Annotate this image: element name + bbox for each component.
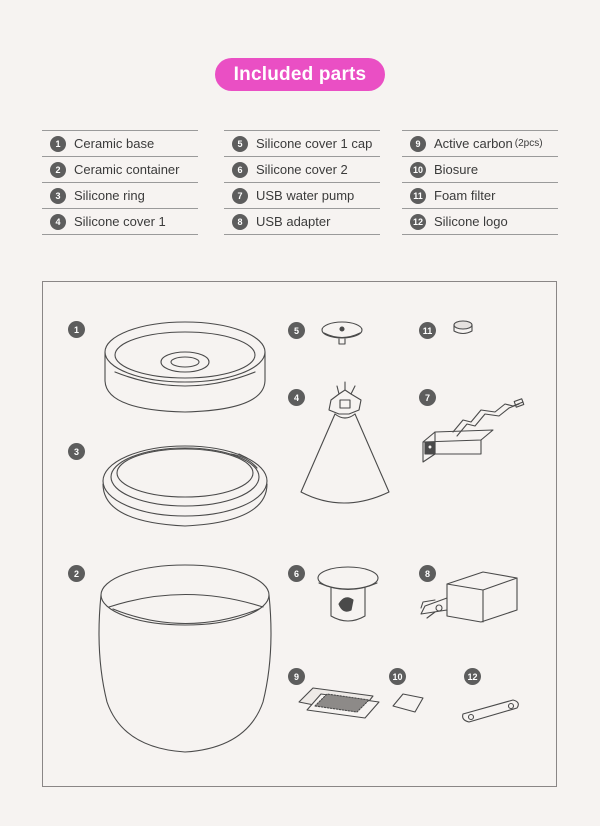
part-item bbox=[402, 130, 558, 156]
part-label: Biosure bbox=[434, 162, 479, 177]
part-item bbox=[402, 208, 558, 235]
part-label: Silicone cover 1 cap bbox=[256, 136, 373, 151]
part-item bbox=[224, 130, 380, 156]
part-item bbox=[42, 130, 198, 156]
part-label: Silicone cover 2 bbox=[256, 162, 348, 177]
part-item bbox=[42, 156, 198, 182]
silicone-logo-drawing bbox=[463, 700, 519, 722]
silicone-ring-drawing bbox=[103, 446, 267, 526]
diagram-badge: 2 bbox=[68, 565, 85, 582]
diagram-badge: 8 bbox=[419, 565, 436, 582]
parts-column-1 bbox=[42, 130, 198, 235]
part-number: 11 bbox=[410, 188, 426, 204]
usb-adapter-drawing bbox=[421, 572, 517, 622]
part-item bbox=[224, 208, 380, 235]
silicone-cap-drawing bbox=[322, 322, 362, 344]
diagram-badge: 12 bbox=[464, 668, 481, 685]
part-item bbox=[224, 182, 380, 208]
part-label: Silicone logo bbox=[434, 214, 508, 229]
part-label: Foam filter bbox=[434, 188, 496, 203]
diagram-badge: 11 bbox=[419, 322, 436, 339]
diagram-badge: 7 bbox=[419, 389, 436, 406]
parts-column-2 bbox=[224, 130, 380, 235]
parts-illustration bbox=[43, 282, 558, 788]
diagram-badge: 1 bbox=[68, 321, 85, 338]
part-number: 10 bbox=[410, 162, 426, 178]
active-carbon-drawing bbox=[299, 688, 379, 718]
part-number: 12 bbox=[410, 214, 426, 230]
part-item bbox=[42, 182, 198, 208]
diagram-badge: 9 bbox=[288, 668, 305, 685]
part-number: 8 bbox=[232, 214, 248, 230]
part-label: USB adapter bbox=[256, 214, 331, 229]
part-number: 9 bbox=[410, 136, 426, 152]
usb-pump-drawing bbox=[423, 399, 524, 462]
part-number: 3 bbox=[50, 188, 66, 204]
part-number: 5 bbox=[232, 136, 248, 152]
part-label: Active carbon bbox=[434, 136, 513, 151]
part-number: 1 bbox=[50, 136, 66, 152]
part-item bbox=[42, 208, 198, 235]
part-label: Silicone cover 1 bbox=[74, 214, 166, 229]
parts-diagram bbox=[42, 281, 557, 787]
parts-column-3 bbox=[402, 130, 558, 235]
part-label: Silicone ring bbox=[74, 188, 145, 203]
part-number: 6 bbox=[232, 162, 248, 178]
biosure-drawing bbox=[393, 694, 423, 712]
diagram-badge: 3 bbox=[68, 443, 85, 460]
ceramic-base-drawing bbox=[105, 322, 265, 412]
part-label: Ceramic container bbox=[74, 162, 180, 177]
part-label: USB water pump bbox=[256, 188, 355, 203]
silicone-cover-2-drawing bbox=[318, 567, 378, 621]
part-number: 2 bbox=[50, 162, 66, 178]
diagram-badge: 6 bbox=[288, 565, 305, 582]
part-label: Ceramic base bbox=[74, 136, 155, 151]
ceramic-container-drawing bbox=[99, 565, 271, 752]
diagram-badge: 10 bbox=[389, 668, 406, 685]
part-item bbox=[402, 182, 558, 208]
silicone-cover-drawing bbox=[301, 382, 389, 503]
part-number: 7 bbox=[232, 188, 248, 204]
diagram-badge: 5 bbox=[288, 322, 305, 339]
part-number: 4 bbox=[50, 214, 66, 230]
diagram-badge: 4 bbox=[288, 389, 305, 406]
part-note: (2pcs) bbox=[514, 138, 543, 149]
part-item bbox=[402, 156, 558, 182]
page-title: Included parts bbox=[215, 58, 385, 91]
foam-filter-drawing bbox=[454, 321, 472, 334]
part-item bbox=[224, 156, 380, 182]
